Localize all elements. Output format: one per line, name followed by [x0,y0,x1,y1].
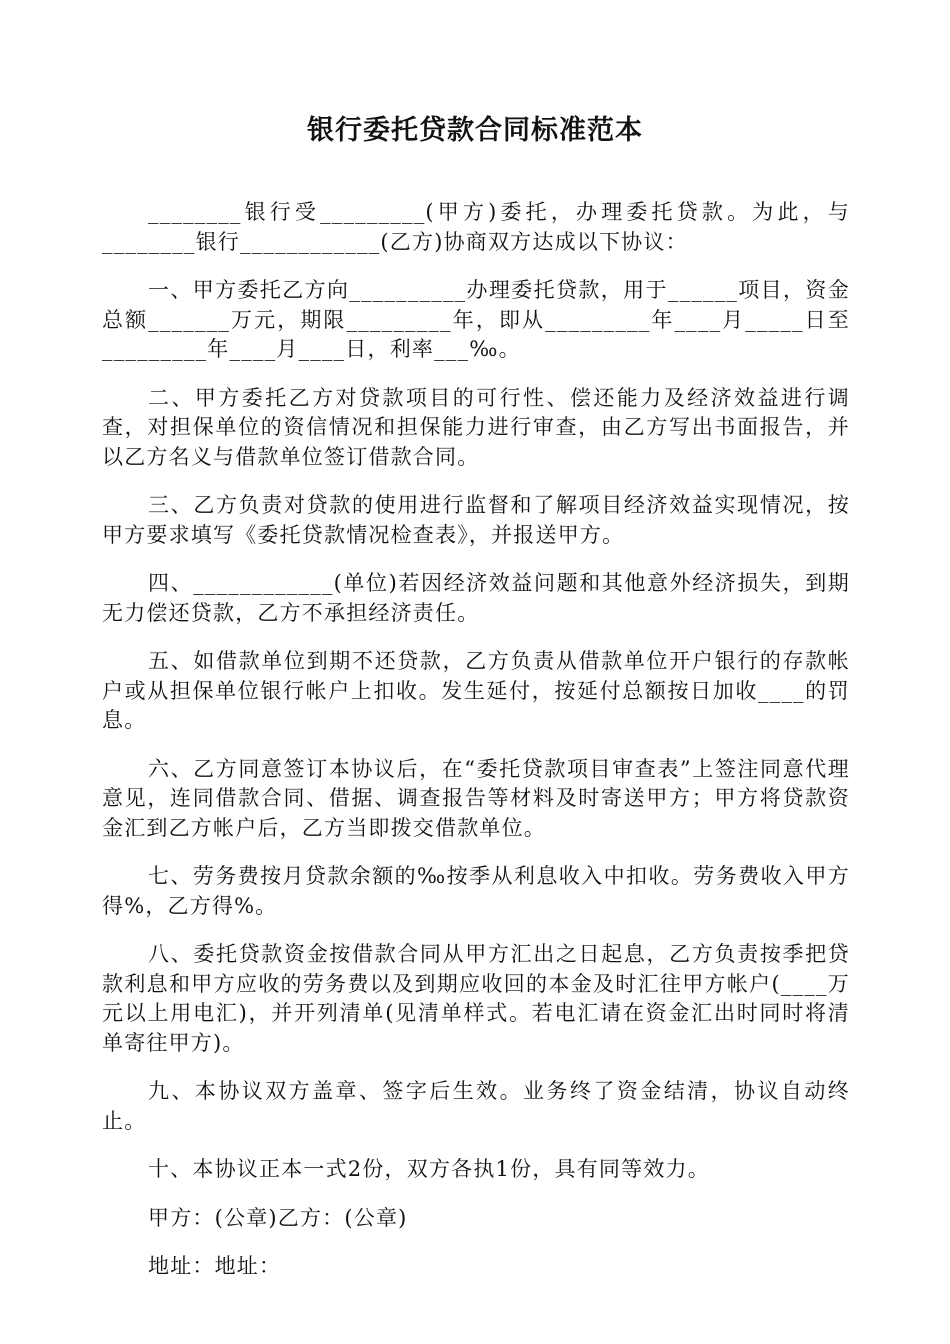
paragraph-clause-7: 七、劳务费按月贷款余额的‰按季从利息收入中扣收。劳务费收入甲方得%，乙方得%。 [102,864,850,918]
paragraph-clause-4: 四、____________(单位)若因经济效益问题和其他意外经济损失，到期无力偿还贷款，乙方不承担经济责任。 [102,571,850,625]
paragraph-clause-9: 九、本协议双方盖章、签字后生效。业务终了资金结清，协议自动终止。 [102,1079,850,1133]
paragraph-clause-8: 八、委托贷款资金按借款合同从甲方汇出之日起息，乙方负责按季把贷款利息和甲方应收的劳务费以及到期应收回的本金及时汇往甲方帐户(____万元以上用电汇)，并开列清单(见清单样式。若电汇请在资金汇出时同时将清单寄往甲方)。 [102,942,850,1055]
paragraph-clause-2: 二、甲方委托乙方对贷款项目的可行性、偿还能力及经济效益进行调查，对担保单位的资信情况和担保能力进行审查，由乙方写出书面报告，并以乙方名义与借款单位签订借款合同。 [102,385,850,469]
address-line: 地址：地址： [148,1254,282,1278]
paragraph-clause-1: 一、甲方委托乙方向__________办理委托贷款，用于______项目，资金总额_______万元，期限_________年，即从_________年____月_____日至_________年____月____日，利率___‰。 [102,278,850,361]
paragraph-clause-6: 六、乙方同意签订本协议后，在“委托贷款项目审查表”上签注同意代理意见，连同借款合同、借据、调查报告等材料及时寄送甲方；甲方将贷款资金汇到乙方帐户后，乙方当即拨交借款单位。 [102,756,850,840]
paragraph-clause-5: 五、如借款单位到期不还贷款，乙方负责从借款单位开户银行的存款帐户或从担保单位银行帐户上扣收。发生延付，按延付总额按日加收____的罚息。 [102,649,850,732]
paragraph-clause-10: 十、本协议正本一式2份，双方各执1份，具有同等效力。 [148,1157,710,1181]
signature-line: 甲方：(公章)乙方：(公章) [148,1205,408,1230]
paragraph-clause-3: 三、乙方负责对贷款的使用进行监督和了解项目经济效益实现情况，按甲方要求填写《委托贷款情况检查表》，并报送甲方。 [102,493,850,547]
document-title: 银行委托贷款合同标准范本 [307,115,643,146]
document-body [102,198,850,1301]
paragraph-intro: ________银行受_________(甲方)委托，办理委托贷款。为此，与________银行____________(乙方)协商双方达成以下协议： [102,200,850,254]
